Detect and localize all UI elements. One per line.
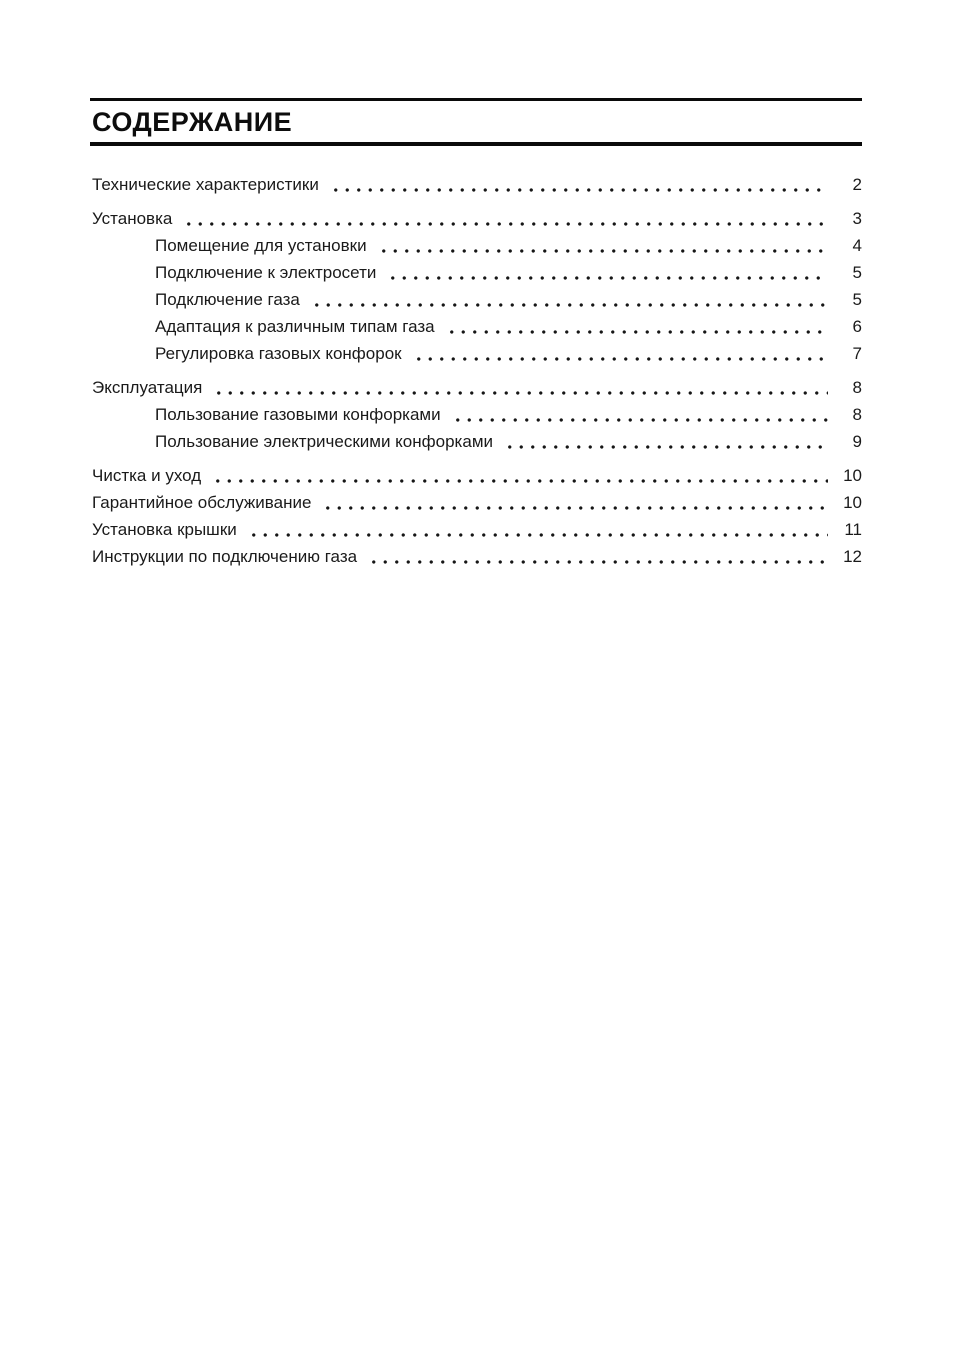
toc-entry-label: Инструкции по подключению газа <box>92 547 358 566</box>
toc-entry-label: Помещение для установки <box>155 236 367 255</box>
toc-entry-page: 6 <box>852 317 862 336</box>
toc-entry-label: Регулировка газовых конфорок <box>155 344 402 363</box>
toc-entry <box>92 514 862 541</box>
toc-entry-page: 4 <box>852 236 862 255</box>
toc-entry-label: Чистка и уход <box>92 466 202 485</box>
toc-entry-label: Подключение газа <box>155 290 300 309</box>
toc-entry <box>92 311 862 338</box>
toc-entry-page: 12 <box>843 547 862 566</box>
dot-leader <box>328 174 828 196</box>
dot-leader <box>211 377 828 399</box>
toc-entry-label: Установка крышки <box>92 520 237 539</box>
dot-leader <box>210 465 828 487</box>
toc-entry <box>92 284 862 311</box>
title-block <box>90 98 862 146</box>
toc-entry <box>92 203 862 230</box>
toc-list <box>92 169 862 568</box>
toc-entry-label: Технические характеристики <box>92 175 319 194</box>
toc-entry <box>92 460 862 487</box>
toc-entry <box>92 487 862 514</box>
toc-entry-label: Пользование электрическими конфорками <box>155 432 493 451</box>
dot-leader <box>309 289 828 311</box>
toc-entry-page: 7 <box>852 344 862 363</box>
toc-entry-page: 8 <box>852 405 862 424</box>
dot-leader <box>246 519 828 541</box>
toc-entry-page: 11 <box>844 520 862 539</box>
toc-entry-page: 2 <box>852 175 862 194</box>
toc-entry-page: 5 <box>852 263 862 282</box>
toc-entry-label: Пользование газовыми конфорками <box>155 405 441 424</box>
dot-leader <box>444 316 828 338</box>
toc-entry <box>92 230 862 257</box>
dot-leader <box>450 404 828 426</box>
toc-entry-page: 5 <box>852 290 862 309</box>
dot-leader <box>376 235 828 257</box>
toc-entry-page: 8 <box>852 378 862 397</box>
toc-entry-label: Подключение к электросети <box>155 263 377 282</box>
toc-entry <box>92 257 862 284</box>
toc-entry-page: 3 <box>852 209 862 228</box>
toc-entry-label: Гарантийное обслуживание <box>92 493 312 512</box>
toc-entry <box>92 541 862 568</box>
toc-entry <box>92 426 862 453</box>
toc-entry-page: 10 <box>843 493 862 512</box>
toc-entry <box>92 169 862 196</box>
toc-entry-label: Адаптация к различным типам газа <box>155 317 435 336</box>
dot-leader <box>385 262 828 284</box>
toc-entry <box>92 338 862 365</box>
toc-entry <box>92 372 862 399</box>
toc-entry-page: 9 <box>852 432 862 451</box>
dot-leader <box>366 546 828 568</box>
dot-leader <box>181 208 828 230</box>
toc-entry-page: 10 <box>843 466 862 485</box>
dot-leader <box>411 343 828 365</box>
toc-entry-label: Эксплуатация <box>92 378 203 397</box>
dot-leader <box>320 492 828 514</box>
toc-entry <box>92 399 862 426</box>
page-title: СОДЕРЖАНИЕ <box>92 107 293 137</box>
dot-leader <box>502 431 828 453</box>
toc-entry-label: Установка <box>92 209 173 228</box>
